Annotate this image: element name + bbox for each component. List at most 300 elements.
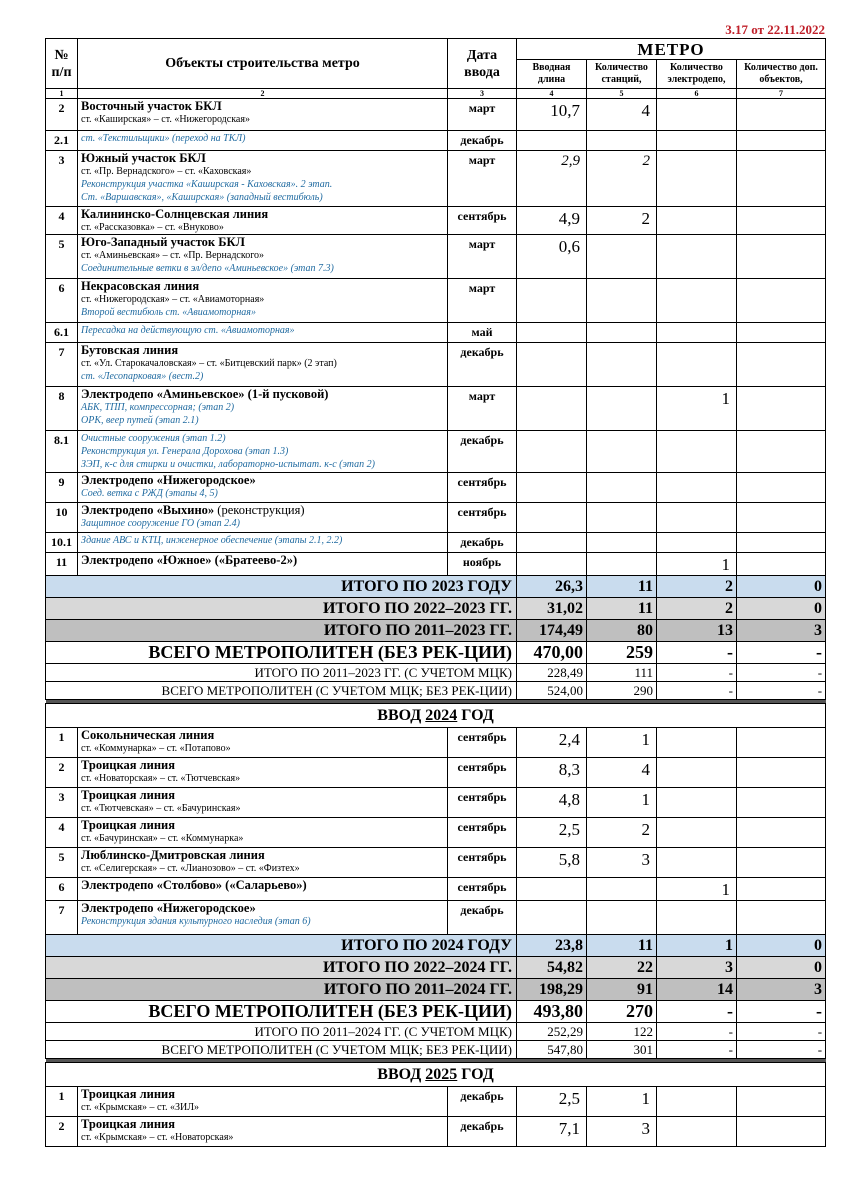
table-row [46, 728, 826, 758]
table-row [46, 207, 826, 235]
value-extra [737, 758, 826, 788]
value-length: 7,1 [517, 1117, 587, 1147]
value-extra [737, 279, 826, 323]
object-note: Ст. «Варшавская», «Каширская» (западный вестибюль) [81, 192, 323, 203]
total-label: ИТОГО ПО 2011–2024 ГГ. (С УЧЕТОМ МЦК) [46, 1023, 517, 1041]
section-2025-title: ВВОД 2025 ГОД [46, 1063, 826, 1087]
row-number: 7 [46, 901, 78, 935]
total-extra: - [737, 682, 826, 700]
value-stations: 2 [587, 818, 657, 848]
total-extra: - [737, 664, 826, 682]
value-length [517, 131, 587, 151]
total-depots: 2 [657, 598, 737, 620]
object-subtitle: ст. «Коммунарка» – ст. «Потапово» [81, 743, 231, 754]
object-note: Реконструкция ул. Генерала Дорохова (этап 1.3) [81, 446, 289, 457]
value-stations [587, 431, 657, 473]
object-subtitle: ст. «Селигерская» – ст. «Лианозово» – ст. «Физтех» [81, 863, 300, 874]
table-row [46, 503, 826, 533]
value-depots [657, 343, 737, 387]
object-note: Очистные сооружения (этап 1.2) [81, 433, 226, 444]
commissioning-date: сентябрь [448, 878, 517, 901]
total-label: ВСЕГО МЕТРОПОЛИТЕН (С УЧЕТОМ МЦК; БЕЗ РЕК-ЦИИ) [46, 1041, 517, 1059]
object-title-text: Юго-Западный участок БКЛ [81, 235, 245, 249]
object-cell [78, 758, 448, 788]
total-stations: 22 [587, 957, 657, 979]
value-depots [657, 533, 737, 553]
row-number: 3 [46, 151, 78, 207]
header-date: Дата ввода [448, 39, 517, 89]
value-stations: 4 [587, 99, 657, 131]
table-row [46, 818, 826, 848]
object-note: ОРК, веер путей (этап 2.1) [81, 415, 199, 426]
total-length: 547,80 [517, 1041, 587, 1059]
table-row [46, 473, 826, 503]
header-objects: Объекты строительства метро [78, 39, 448, 89]
commissioning-date: март [448, 99, 517, 131]
row-number: 5 [46, 235, 78, 279]
value-extra [737, 1117, 826, 1147]
value-depots: 1 [657, 553, 737, 576]
object-title-text: Троицкая линия [81, 788, 176, 802]
object-cell [78, 503, 448, 533]
table-row [46, 387, 826, 431]
value-stations [587, 533, 657, 553]
total-depots: - [657, 682, 737, 700]
total-depots: - [657, 664, 737, 682]
value-stations [587, 473, 657, 503]
total-length: 54,82 [517, 957, 587, 979]
header-metro: МЕТРО [517, 39, 826, 60]
value-length: 8,3 [517, 758, 587, 788]
row-number: 1 [46, 1087, 78, 1117]
total-extra: 0 [737, 935, 826, 957]
total-label: ВСЕГО МЕТРОПОЛИТЕН (БЕЗ РЕК-ЦИИ) [46, 642, 517, 664]
total-row [46, 576, 826, 598]
commissioning-date: март [448, 387, 517, 431]
object-cell [78, 818, 448, 848]
object-note: ст. «Текстильщики» (переход на ТКЛ) [81, 133, 246, 144]
col-index: 5 [587, 89, 657, 99]
object-cell [78, 387, 448, 431]
object-title [81, 879, 444, 892]
value-length: 10,7 [517, 99, 587, 131]
value-stations [587, 387, 657, 431]
total-label: ИТОГО ПО 2022–2024 ГГ. [46, 957, 517, 979]
document-reference: 3.17 от 22.11.2022 [725, 22, 825, 37]
total-extra: - [737, 1023, 826, 1041]
total-label: ВСЕГО МЕТРОПОЛИТЕН (С УЧЕТОМ МЦК; БЕЗ РЕК-ЦИИ) [46, 682, 517, 700]
commissioning-date: декабрь [448, 131, 517, 151]
commissioning-date: сентябрь [448, 503, 517, 533]
commissioning-date: декабрь [448, 1117, 517, 1147]
table-row [46, 758, 826, 788]
object-title [81, 1088, 444, 1101]
total-depots: 14 [657, 979, 737, 1001]
value-depots [657, 431, 737, 473]
total-row [46, 664, 826, 682]
value-length [517, 473, 587, 503]
value-depots [657, 901, 737, 935]
row-number: 2 [46, 99, 78, 131]
value-extra [737, 901, 826, 935]
value-stations [587, 503, 657, 533]
value-depots [657, 848, 737, 878]
header-length: Вводная длина [517, 60, 587, 89]
row-number: 8.1 [46, 431, 78, 473]
commissioning-date: март [448, 151, 517, 207]
total-extra: 3 [737, 620, 826, 642]
object-title-text: Троицкая линия [81, 758, 176, 772]
object-title-text: Восточный участок БКЛ [81, 99, 222, 113]
total-row [46, 957, 826, 979]
total-extra: - [737, 642, 826, 664]
table-row [46, 343, 826, 387]
object-cell [78, 99, 448, 131]
object-subtitle: ст. «Аминьевская» – ст. «Пр. Вернадского» [81, 250, 265, 261]
commissioning-date: сентябрь [448, 728, 517, 758]
value-extra [737, 553, 826, 576]
table-row [46, 848, 826, 878]
value-extra [737, 848, 826, 878]
object-title [81, 729, 444, 742]
table-row [46, 279, 826, 323]
object-cell [78, 553, 448, 576]
object-title [81, 152, 444, 165]
object-note: Соединительные ветки в эл/депо «Аминьевское» (этап 7.3) [81, 263, 334, 274]
total-label: ИТОГО ПО 2011–2024 ГГ. [46, 979, 517, 1001]
table-row [46, 1117, 826, 1147]
value-depots [657, 758, 737, 788]
value-extra [737, 99, 826, 131]
table-row [46, 99, 826, 131]
row-number: 7 [46, 343, 78, 387]
value-stations: 2 [587, 207, 657, 235]
total-extra: 3 [737, 979, 826, 1001]
value-length: 2,4 [517, 728, 587, 758]
object-cell [78, 1087, 448, 1117]
object-subtitle: ст. «Бачуринская» – ст. «Коммунарка» [81, 833, 244, 844]
total-extra: 0 [737, 598, 826, 620]
total-row [46, 1023, 826, 1041]
value-length [517, 279, 587, 323]
value-length: 4,8 [517, 788, 587, 818]
value-extra [737, 728, 826, 758]
value-length [517, 431, 587, 473]
object-cell [78, 343, 448, 387]
value-depots [657, 99, 737, 131]
object-subtitle: ст. «Пр. Вернадского» – ст. «Каховская» [81, 166, 252, 177]
header-depots: Количество электродепо, [657, 60, 737, 89]
total-label: ИТОГО ПО 2011–2023 ГГ. (С УЧЕТОМ МЦК) [46, 664, 517, 682]
value-extra [737, 207, 826, 235]
value-length: 5,8 [517, 848, 587, 878]
object-note: Соед. ветка с РЖД (этапы 4, 5) [81, 488, 218, 499]
col-index: 7 [737, 89, 826, 99]
object-cell [78, 533, 448, 553]
total-length: 198,29 [517, 979, 587, 1001]
total-row [46, 598, 826, 620]
total-depots: - [657, 1023, 737, 1041]
object-title-text: Электродепо «Аминьевское» (1-й пусковой) [81, 387, 329, 401]
object-title-text: Калининско-Солнцевская линия [81, 207, 269, 221]
commissioning-date: сентябрь [448, 473, 517, 503]
object-title-text: Электродепо «Нижегородское» [81, 473, 256, 487]
object-title [81, 236, 444, 249]
value-length [517, 878, 587, 901]
object-title-text: Электродепо «Южное» («Братеево-2») [81, 553, 298, 567]
rows-2023 [46, 99, 826, 576]
commissioning-date: март [448, 279, 517, 323]
total-stations: 270 [587, 1001, 657, 1023]
total-stations: 80 [587, 620, 657, 642]
value-stations: 3 [587, 1117, 657, 1147]
object-cell [78, 279, 448, 323]
total-length: 252,29 [517, 1023, 587, 1041]
table-row [46, 151, 826, 207]
value-stations: 2 [587, 151, 657, 207]
total-length: 23,8 [517, 935, 587, 957]
object-subtitle: ст. «Тютчевская» – ст. «Бачуринская» [81, 803, 241, 814]
total-length: 174,49 [517, 620, 587, 642]
value-length [517, 533, 587, 553]
value-length [517, 553, 587, 576]
object-note: Защитное сооружение ГО (этап 2.4) [81, 518, 240, 529]
object-title [81, 849, 444, 862]
object-title-text: Троицкая линия [81, 818, 176, 832]
table-row [46, 901, 826, 935]
value-stations: 1 [587, 788, 657, 818]
table-row [46, 788, 826, 818]
value-stations [587, 131, 657, 151]
total-stations: 111 [587, 664, 657, 682]
object-note: Реконструкция здания культурного наследия (этап 6) [81, 916, 311, 927]
value-length: 2,9 [517, 151, 587, 207]
table-row [46, 533, 826, 553]
totals-2023 [46, 576, 826, 700]
row-number: 2 [46, 758, 78, 788]
object-subtitle: ст. «Крымская» – ст. «ЗИЛ» [81, 1102, 200, 1113]
value-stations: 1 [587, 1087, 657, 1117]
object-title [81, 388, 444, 401]
total-extra: 0 [737, 957, 826, 979]
value-length: 4,9 [517, 207, 587, 235]
total-row [46, 1001, 826, 1023]
object-cell [78, 235, 448, 279]
value-length [517, 901, 587, 935]
value-extra [737, 788, 826, 818]
value-depots [657, 788, 737, 818]
table-row [46, 1087, 826, 1117]
value-extra [737, 533, 826, 553]
object-cell [78, 788, 448, 818]
total-depots: 3 [657, 957, 737, 979]
row-number: 9 [46, 473, 78, 503]
total-stations: 301 [587, 1041, 657, 1059]
object-title [81, 819, 444, 832]
total-length: 524,00 [517, 682, 587, 700]
value-depots: 1 [657, 878, 737, 901]
row-number: 6 [46, 878, 78, 901]
object-title [81, 504, 444, 517]
total-extra: - [737, 1001, 826, 1023]
value-depots [657, 473, 737, 503]
object-subtitle: ст. «Новаторская» – ст. «Тютчевская» [81, 773, 241, 784]
total-stations: 11 [587, 935, 657, 957]
total-depots: 1 [657, 935, 737, 957]
table-row [46, 235, 826, 279]
col-index: 4 [517, 89, 587, 99]
object-cell [78, 151, 448, 207]
col-index: 1 [46, 89, 78, 99]
value-depots [657, 818, 737, 848]
object-cell [78, 473, 448, 503]
total-label: ИТОГО ПО 2022–2023 ГГ. [46, 598, 517, 620]
value-extra [737, 387, 826, 431]
col-index: 3 [448, 89, 517, 99]
total-label: ИТОГО ПО 2024 ГОДУ [46, 935, 517, 957]
commissioning-date: сентябрь [448, 758, 517, 788]
col-index: 2 [78, 89, 448, 99]
object-title [81, 902, 444, 915]
total-stations: 259 [587, 642, 657, 664]
object-title [81, 280, 444, 293]
total-depots: 2 [657, 576, 737, 598]
row-number: 8 [46, 387, 78, 431]
commissioning-date: декабрь [448, 1087, 517, 1117]
total-row [46, 935, 826, 957]
object-title [81, 208, 444, 221]
object-cell [78, 728, 448, 758]
total-depots: 13 [657, 620, 737, 642]
row-number: 4 [46, 207, 78, 235]
value-depots [657, 151, 737, 207]
total-length: 31,02 [517, 598, 587, 620]
value-length: 0,6 [517, 235, 587, 279]
header-extra: Количество доп. объектов, [737, 60, 826, 89]
object-title [81, 789, 444, 802]
object-subtitle: ст. «Рассказовка» – ст. «Внуково» [81, 222, 224, 233]
row-number: 6.1 [46, 323, 78, 343]
object-title-text: Электродепо «Выхино» [81, 503, 215, 517]
metro-construction-table [45, 38, 826, 1147]
value-extra [737, 131, 826, 151]
object-cell [78, 207, 448, 235]
object-note: Второй вестибюль ст. «Авиамоторная» [81, 307, 256, 318]
col-index: 6 [657, 89, 737, 99]
object-subtitle: ст. «Каширская» – ст. «Нижегородская» [81, 114, 250, 125]
object-title-text: Троицкая линия [81, 1117, 176, 1131]
total-extra: - [737, 1041, 826, 1059]
commissioning-date: декабрь [448, 431, 517, 473]
total-row [46, 620, 826, 642]
object-title-text: Электродепо «Столбово» («Саларьево») [81, 878, 307, 892]
object-title [81, 474, 444, 487]
object-note: АБК, ТПП, компрессорная; (этап 2) [81, 402, 235, 413]
total-label: ВСЕГО МЕТРОПОЛИТЕН (БЕЗ РЕК-ЦИИ) [46, 1001, 517, 1023]
total-length: 26,3 [517, 576, 587, 598]
value-depots [657, 207, 737, 235]
total-stations: 11 [587, 598, 657, 620]
table-row [46, 878, 826, 901]
object-title [81, 100, 444, 113]
value-stations [587, 878, 657, 901]
object-title-note: (реконструкция) [214, 503, 305, 517]
value-length: 2,5 [517, 1087, 587, 1117]
value-extra [737, 343, 826, 387]
commissioning-date: декабрь [448, 533, 517, 553]
value-extra [737, 151, 826, 207]
totals-2024 [46, 935, 826, 1059]
object-title-text: Люблинско-Дмитровская линия [81, 848, 265, 862]
total-stations: 91 [587, 979, 657, 1001]
total-length: 470,00 [517, 642, 587, 664]
value-length [517, 323, 587, 343]
value-depots: 1 [657, 387, 737, 431]
value-stations [587, 343, 657, 387]
value-extra [737, 818, 826, 848]
total-extra: 0 [737, 576, 826, 598]
row-number: 11 [46, 553, 78, 576]
value-stations [587, 323, 657, 343]
value-extra [737, 323, 826, 343]
commissioning-date: декабрь [448, 901, 517, 935]
value-extra [737, 1087, 826, 1117]
value-extra [737, 431, 826, 473]
object-cell [78, 878, 448, 901]
object-subtitle: ст. «Крымская» – ст. «Новаторская» [81, 1132, 234, 1143]
value-extra [737, 235, 826, 279]
value-stations: 4 [587, 758, 657, 788]
row-number: 3 [46, 788, 78, 818]
total-depots: - [657, 1041, 737, 1059]
total-label: ИТОГО ПО 2023 ГОДУ [46, 576, 517, 598]
value-stations [587, 553, 657, 576]
object-cell [78, 131, 448, 151]
total-depots: - [657, 642, 737, 664]
row-number: 10.1 [46, 533, 78, 553]
value-stations [587, 901, 657, 935]
commissioning-date: март [448, 235, 517, 279]
value-depots [657, 1117, 737, 1147]
object-title-text: Сокольническая линия [81, 728, 215, 742]
value-depots [657, 279, 737, 323]
value-length [517, 503, 587, 533]
total-row [46, 979, 826, 1001]
commissioning-date: сентябрь [448, 818, 517, 848]
object-note: ЗЭП, к-с для стирки и очистки, лабораторно-испытат. к-с (этап 2) [81, 459, 375, 470]
value-extra [737, 503, 826, 533]
object-title-text: Троицкая линия [81, 1087, 176, 1101]
value-depots [657, 235, 737, 279]
header-stations: Количество станций, [587, 60, 657, 89]
object-title-text: Бутовская линия [81, 343, 179, 357]
value-depots [657, 1087, 737, 1117]
total-label: ИТОГО ПО 2011–2023 ГГ. [46, 620, 517, 642]
row-number: 5 [46, 848, 78, 878]
total-stations: 290 [587, 682, 657, 700]
object-cell [78, 431, 448, 473]
total-stations: 11 [587, 576, 657, 598]
row-number: 6 [46, 279, 78, 323]
total-row [46, 642, 826, 664]
total-stations: 122 [587, 1023, 657, 1041]
commissioning-date: сентябрь [448, 848, 517, 878]
value-extra [737, 473, 826, 503]
total-depots: - [657, 1001, 737, 1023]
row-number: 10 [46, 503, 78, 533]
value-depots [657, 728, 737, 758]
total-length: 493,80 [517, 1001, 587, 1023]
